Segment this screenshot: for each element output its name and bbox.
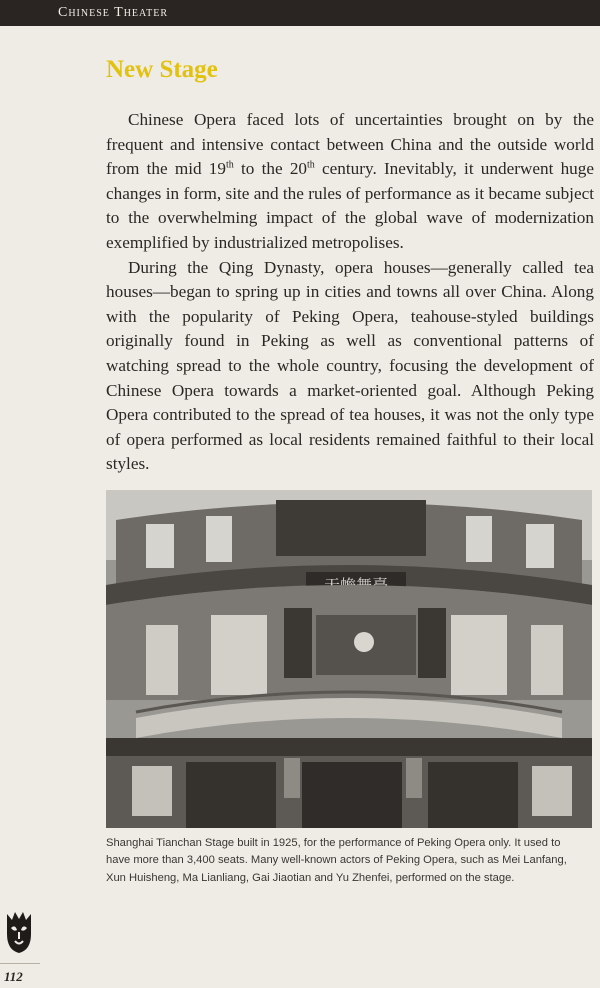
running-header — [0, 0, 600, 26]
paragraph-1-part-c: century. Inevitably, it underwent huge changes in form, site and the rules of performance as it became subject to the overwhelming impact of the global wave of modernization exemplified by industrialized metropolises. — [106, 159, 594, 252]
caption-line-1: Shanghai Tianchan Stage built in 1925, for the performance of Peking Opera only. It used to — [106, 837, 561, 849]
superscript-th-1: th — [226, 159, 234, 171]
page-number: 112 — [4, 969, 23, 984]
body-text — [106, 108, 594, 477]
theater-photo — [106, 490, 592, 828]
caption-line-3: Xun Huisheng, Ma Lianliang, Gai Jiaotian and Yu Zhenfei, performed on the stage. — [106, 871, 515, 884]
paragraph-1 — [106, 108, 594, 256]
paragraph-1-part-a: Chinese Opera faced lots of uncertainties brought on by the frequent and intensive contact between China and the outside world from the mid 19 — [106, 110, 594, 179]
paragraph-2: During the Qing Dynasty, opera houses—generally called tea houses—began to spring up in cities and towns all over China. Along with the popularity of Peking Opera, teahouse-styled buildings originally found in Peking as well as conventional patterns of watching spread to the whole country, focusing the development of Chinese Opera towards a market-oriented goal. Although Peking Opera contributed to the spread of tea houses, it was not the only type of opera performed as local residents remained faithful to their local styles. — [106, 257, 594, 474]
page-rule — [0, 963, 40, 964]
opera-mask-icon — [4, 910, 34, 954]
running-title: Chinese Theater — [58, 5, 169, 20]
figure-caption — [106, 835, 594, 887]
caption-line-2: have more than 3,400 seats. Many well-known actors of Peking Opera, such as Mei Lanfang, — [106, 854, 567, 867]
superscript-th-2: th — [307, 159, 315, 171]
paragraph-1-part-b: to the 20 — [233, 159, 308, 179]
section-title: New Stage — [106, 56, 218, 83]
